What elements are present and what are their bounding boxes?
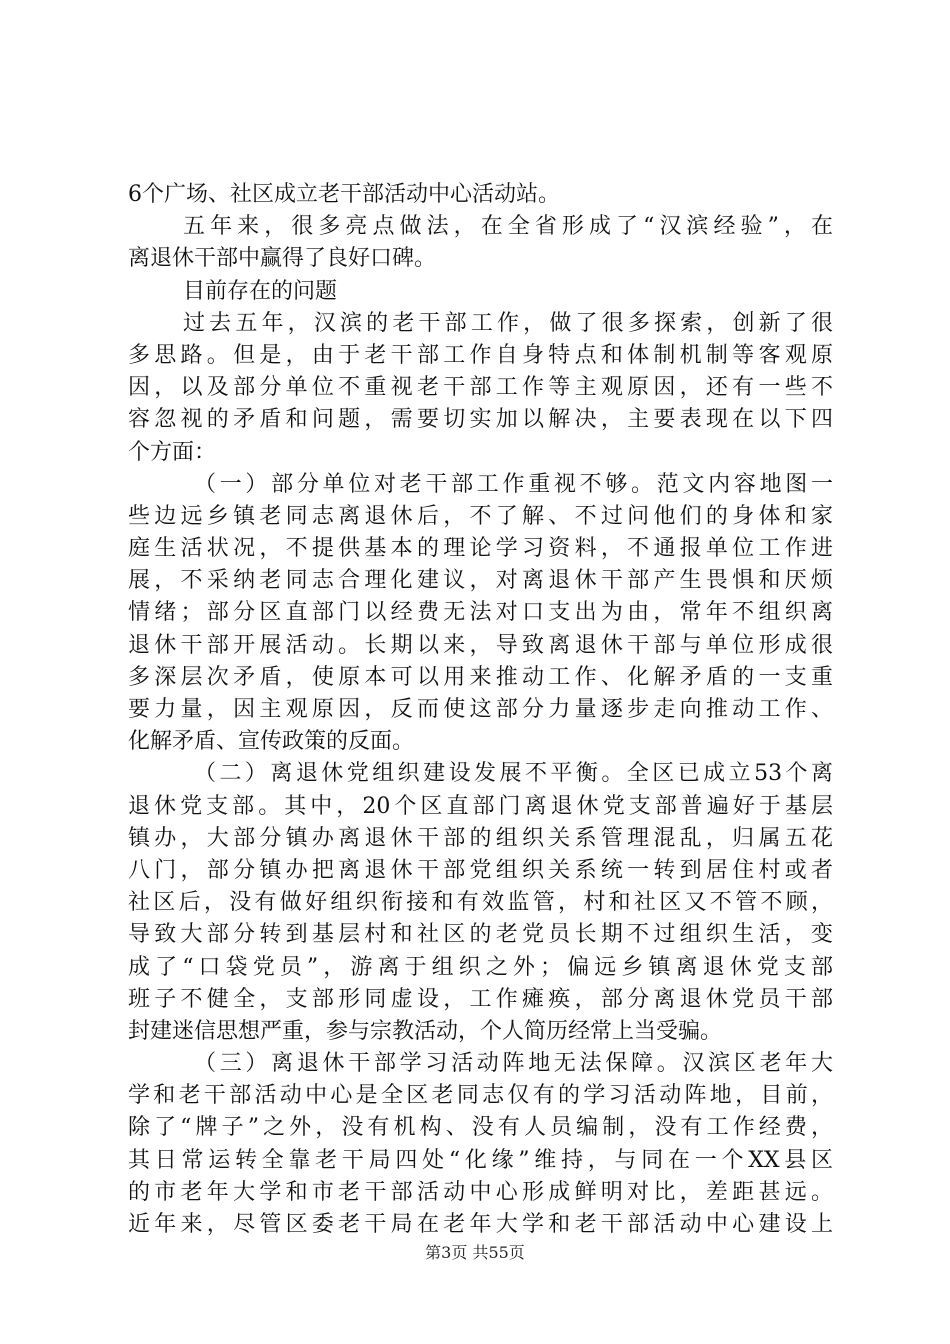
text-line: 目前存在的问题 [183, 278, 338, 304]
text-line: 班子不健全，支部形同虚设，工作瘫痪，部分离退休党员干部 [128, 986, 833, 1012]
text-line: 退休党支部。其中，20个区直部门离退休党支部普遍好于基层 [128, 793, 833, 819]
text-line: 除了“牌子”之外，没有机构、没有人员编制，没有工作经费， [128, 1115, 833, 1141]
text-line: 社区后，没有做好组织衔接和有效监管，村和社区又不管不顾， [128, 890, 833, 916]
text-line: 因，以及部分单位不重视老干部工作等主观原因，还有一些不 [128, 375, 833, 401]
text-line: （一）部分单位对老干部工作重视不够。范文内容地图一 [194, 471, 833, 497]
text-line: 容忽视的矛盾和问题，需要切实加以解决，主要表现在以下四 [128, 407, 833, 433]
text-line: 近年来，尽管区委老干局在老年大学和老干部活动中心建设上 [128, 1212, 833, 1237]
text-line: 五年来，很多亮点做法，在全省形成了“汉滨经验”，在 [183, 214, 833, 240]
text-line: 镇办，大部分镇办离退休干部的组织关系管理混乱，归属五花 [128, 825, 833, 851]
text-line: （三）离退休干部学习活动阵地无法保障。汉滨区老年大 [194, 1051, 833, 1077]
text-line: 的市老年大学和市老干部活动中心形成鲜明对比，差距甚远。 [128, 1179, 833, 1205]
text-line: 过去五年，汉滨的老干部工作，做了很多探索，创新了很 [183, 310, 833, 336]
text-line: 封建迷信思想严重，参与宗教活动，个人简历经常上当受骗。 [128, 1018, 723, 1044]
text-line: （二）离退休党组织建设发展不平衡。全区已成立53个离 [194, 761, 833, 787]
text-line: 多思路。但是，由于老干部工作自身特点和体制机制等客观原 [128, 342, 833, 368]
text-line: 成了“口袋党员”，游离于组织之外；偏远乡镇离退休党支部 [128, 954, 833, 980]
text-line: 要力量，因主观原因，反而使这部分力量逐步走向推动工作、 [128, 697, 833, 722]
page-number-footer: 第3页 共55页 [425, 1243, 525, 1262]
text-line: 离退休干部中赢得了良好口碑。 [128, 246, 437, 272]
text-line: 庭生活状况，不提供基本的理论学习资料，不通报单位工作进 [128, 536, 833, 562]
text-line: 导致大部分转到基层村和社区的老党员长期不过组织生活，变 [128, 922, 833, 948]
text-line: 些边远乡镇老同志离退休后，不了解、不过问他们的身体和家 [128, 503, 833, 529]
text-line: 学和老干部活动中心是全区老同志仅有的学习活动阵地，目前， [128, 1083, 833, 1109]
text-line: 个方面： [128, 439, 217, 465]
text-line: 其日常运转全靠老干局四处“化缘”维持，与同在一个XX县区 [128, 1147, 833, 1173]
text-line: 展，不采纳老同志合理化建议，对离退休干部产生畏惧和厌烦 [128, 568, 833, 594]
text-line: 退休干部开展活动。长期以来，导致离退休干部与单位形成很 [128, 632, 833, 658]
text-line: 情绪；部分区直部门以经费无法对口支出为由，常年不组织离 [128, 600, 833, 626]
document-body [128, 179, 833, 1241]
text-line: 6个广场、社区成立老干部活动中心活动站。 [128, 182, 560, 207]
text-line: 多深层次矛盾，使原本可以用来推动工作、化解矛盾的一支重 [128, 664, 833, 690]
text-line: 化解矛盾、宣传政策的反面。 [128, 729, 415, 755]
text-line: 八门，部分镇办把离退休干部党组织关系统一转到居住村或者 [128, 857, 833, 883]
